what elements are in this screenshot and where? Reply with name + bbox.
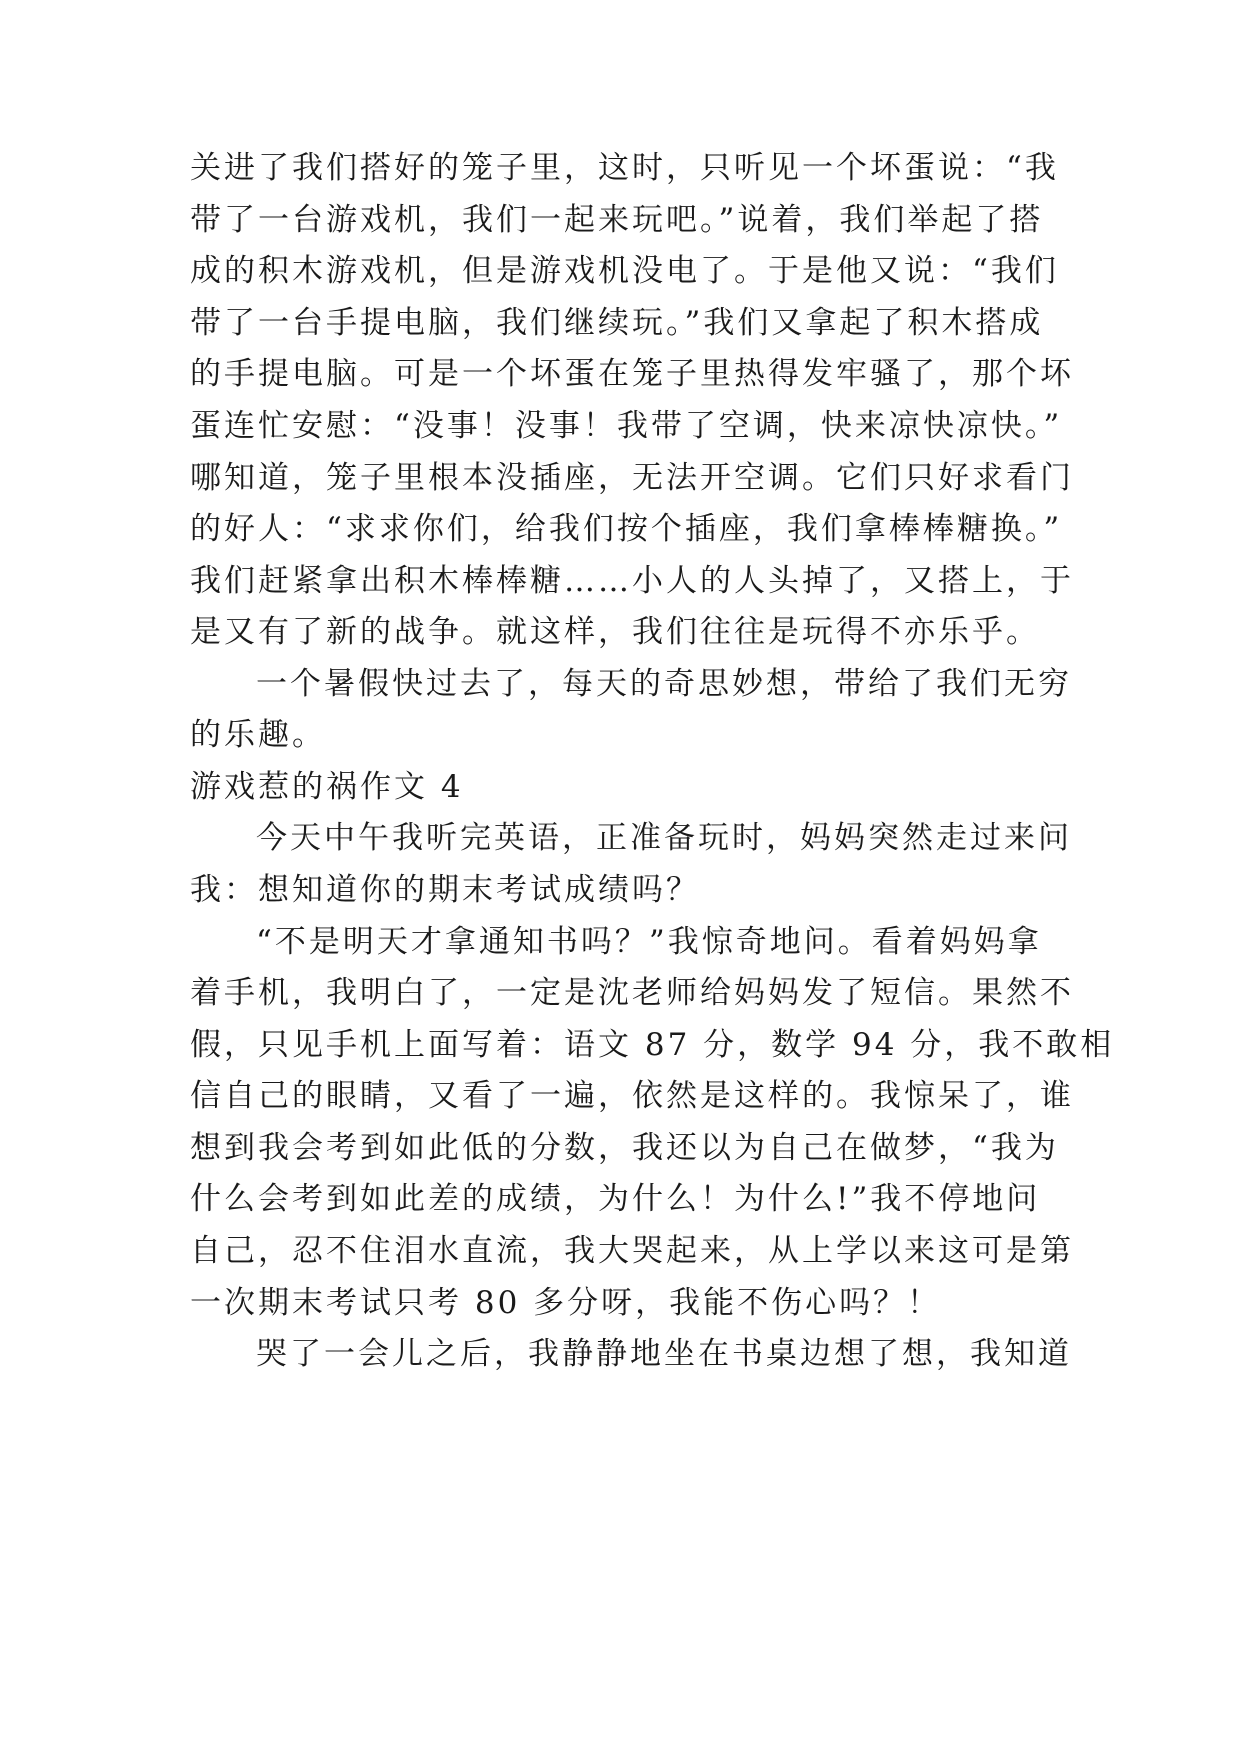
text-line: 自己，忍不住泪水直流，我大哭起来，从上学以来这可是第: [190, 1233, 1074, 1269]
text-line: 信自己的眼睛，又看了一遍，依然是这样的。我惊呆了，谁: [190, 1078, 1074, 1114]
text-line: 哪知道，笼子里根本没插座，无法开空调。它们只好求看门: [190, 460, 1074, 496]
text-line: 一次期末考试只考 80 多分呀，我能不伤心吗？！: [190, 1285, 942, 1321]
text-line: 我们赶紧拿出积木棒棒糖……小人的人头掉了，又搭上，于: [190, 563, 1074, 599]
paragraph-first-line: 哭了一会儿之后，我静静地坐在书桌边想了想，我知道: [256, 1336, 1072, 1372]
text-line: 是又有了新的战争。就这样，我们往往是玩得不亦乐乎。: [190, 614, 1040, 650]
section-heading: 游戏惹的祸作文 4: [190, 769, 464, 805]
text-line: 假，只见手机上面写着：语文 87 分，数学 94 分，我不敢相: [190, 1027, 1115, 1063]
text-line: 的好人：“求求你们，给我们按个插座，我们拿棒棒糖换。”: [190, 511, 1063, 547]
text-line: 带了一台手提电脑，我们继续玩。”我们又拿起了积木搭成: [190, 305, 1044, 341]
text-line: 的乐趣。: [190, 717, 326, 753]
paragraph-first-line: “不是明天才拿通知书吗？”我惊奇地问。看着妈妈拿: [256, 924, 1042, 960]
text-line: 的手提电脑。可是一个坏蛋在笼子里热得发牢骚了，那个坏: [190, 356, 1074, 392]
text-line: 着手机，我明白了，一定是沈老师给妈妈发了短信。果然不: [190, 975, 1074, 1011]
text-line: 成的积木游戏机，但是游戏机没电了。于是他又说：“我们: [190, 253, 1059, 289]
paragraph-first-line: 今天中午我听完英语，正准备玩时，妈妈突然走过来问: [256, 820, 1072, 856]
text-line: 什么会考到如此差的成绩，为什么！为什么!”我不停地问: [190, 1181, 1041, 1217]
paragraph-first-line: 一个暑假快过去了，每天的奇思妙想，带给了我们无穷: [256, 666, 1072, 702]
text-line: 关进了我们搭好的笼子里，这时，只听见一个坏蛋说：“我: [190, 150, 1059, 186]
text-line: 想到我会考到如此低的分数，我还以为自己在做梦，“我为: [190, 1130, 1059, 1166]
text-line: 带了一台游戏机，我们一起来玩吧。”说着，我们举起了搭: [190, 202, 1044, 238]
text-line: 我：想知道你的期末考试成绩吗？: [190, 872, 700, 908]
text-line: 蛋连忙安慰：“没事！没事！我带了空调，快来凉快凉快。”: [190, 408, 1063, 444]
